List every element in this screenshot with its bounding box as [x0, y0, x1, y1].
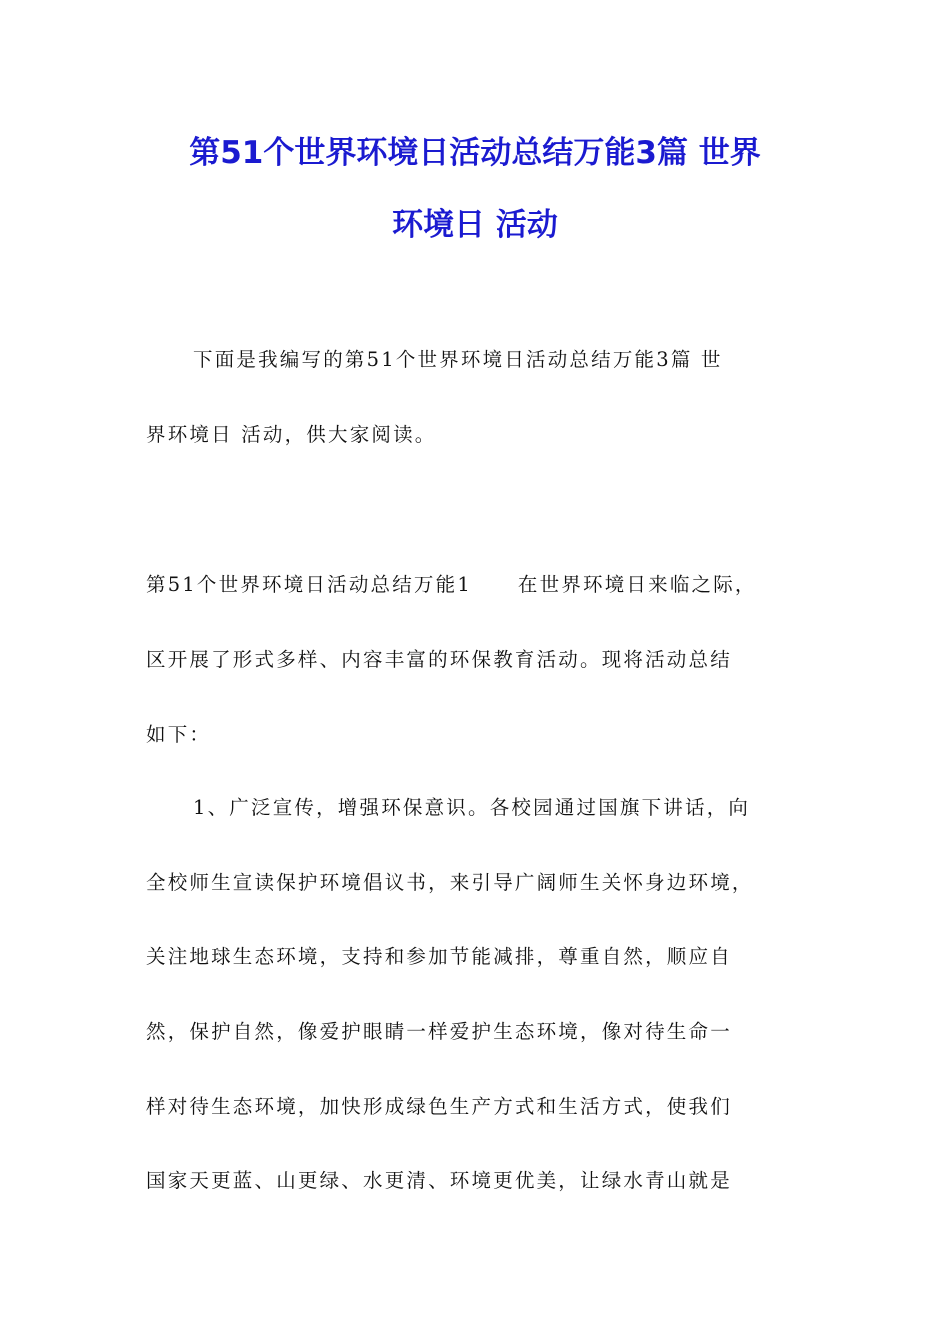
point-1-line-3: 关注地球生态环境，支持和参加节能减排，尊重自然，顺应自: [146, 945, 732, 968]
intro-line-2: 界环境日 活动，供大家阅读。: [146, 423, 437, 446]
point-1-line-5: 样对待生态环境，加快形成绿色生产方式和生活方式，使我们: [146, 1095, 732, 1118]
intro-line-1: 下面是我编写的第51个世界环境日活动总结万能3篇 世: [193, 348, 723, 371]
point-1-line-1: 1、广泛宣传，增强环保意识。各校园通过国旗下讲话，向: [193, 796, 751, 819]
document-title-line-1: 第51个世界环境日活动总结万能3篇 世界: [189, 135, 761, 171]
document-title-line-2: 环境日 活动: [392, 207, 558, 243]
section-1-heading-line: [146, 570, 826, 600]
section-1-line-1: 区开展了形式多样、内容丰富的环保教育活动。现将活动总结: [146, 648, 732, 671]
section-1-line-2: 如下：: [146, 723, 212, 746]
point-1-line-6: 国家天更蓝、山更绿、水更清、环境更优美，让绿水青山就是: [146, 1169, 732, 1192]
section-1-heading: 第51个世界环境日活动总结万能1: [146, 573, 472, 596]
point-1-line-4: 然，保护自然，像爱护眼睛一样爱护生态环境，像对待生命一: [146, 1020, 732, 1043]
point-1-line-2: 全校师生宣读保护环境倡议书，来引导广阔师生关怀身边环境，: [146, 871, 754, 894]
section-1-heading-tail: 在世界环境日来临之际，: [517, 573, 757, 596]
